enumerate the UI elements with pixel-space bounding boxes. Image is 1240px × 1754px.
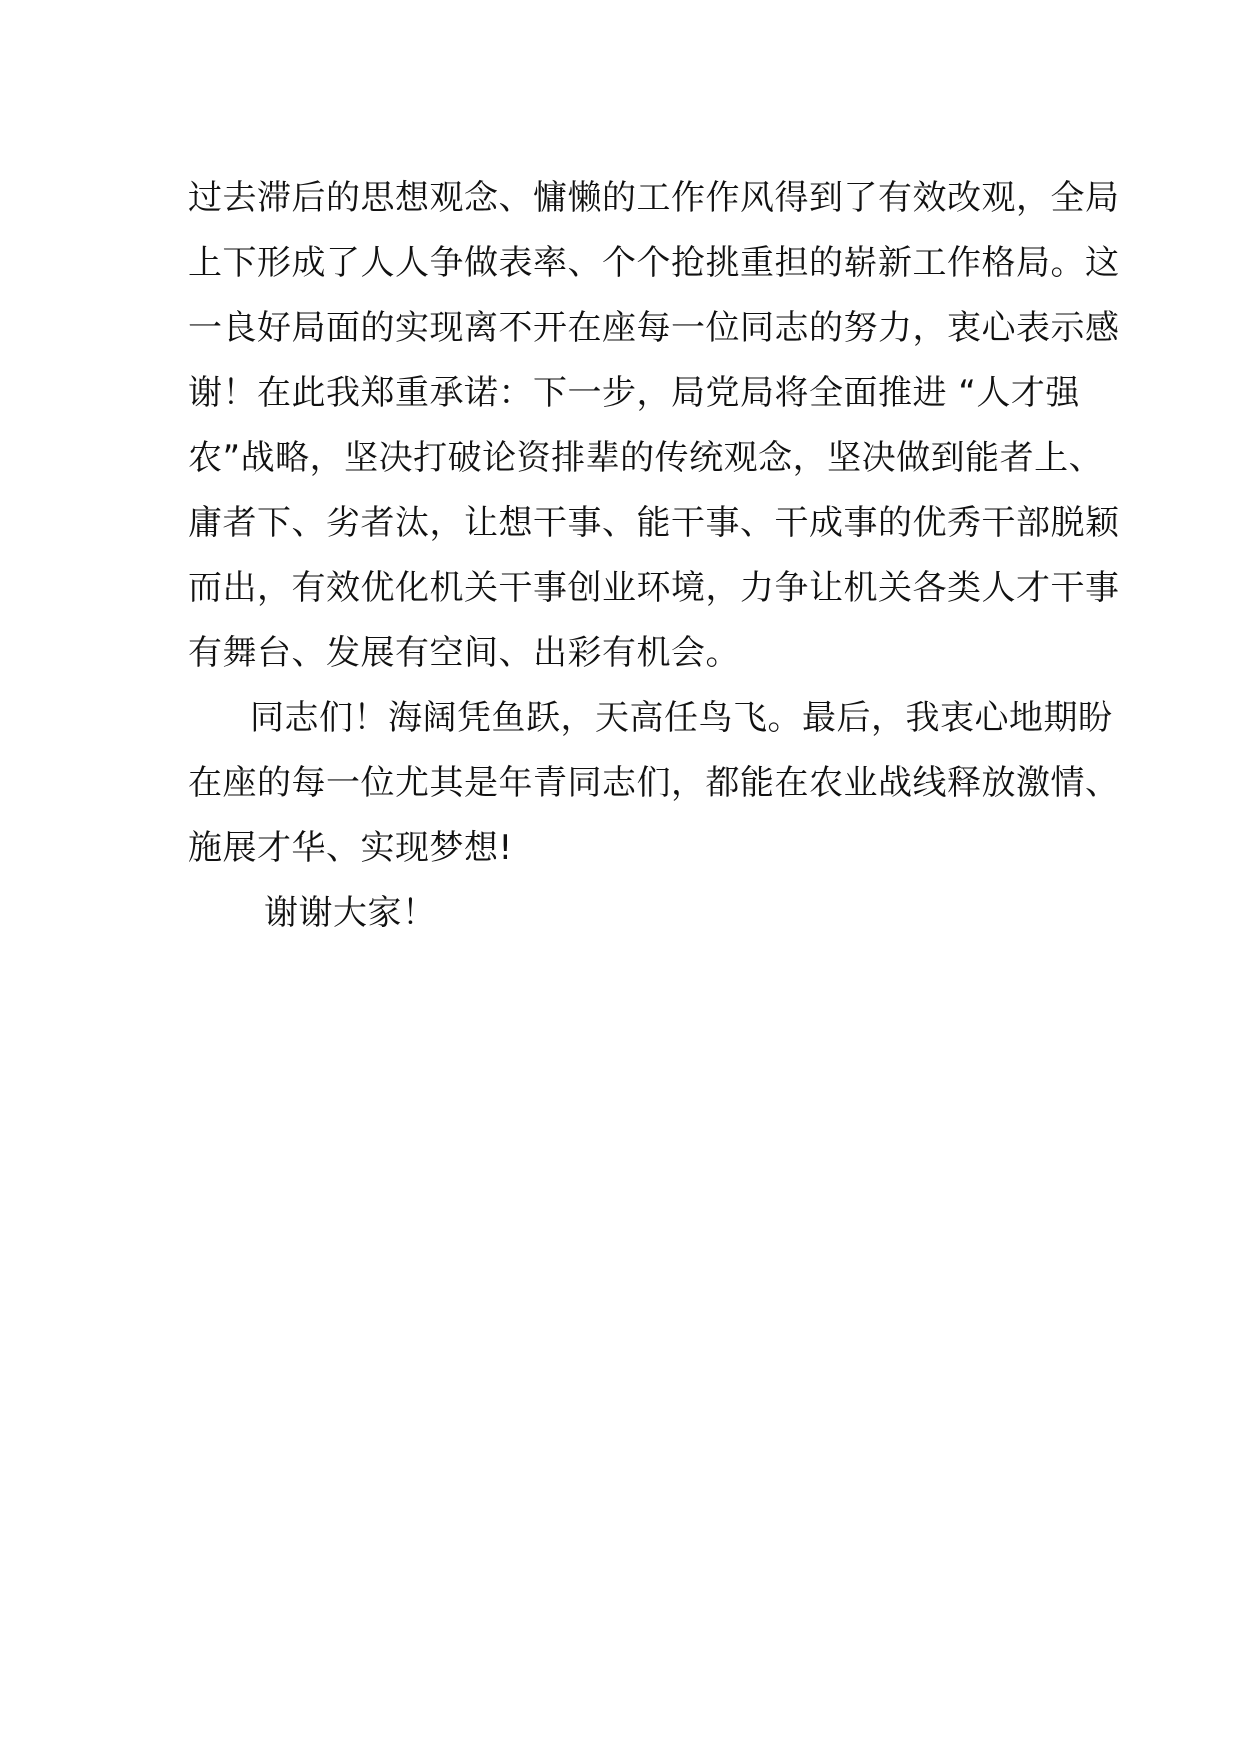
paragraph-line: 在座的每一位尤其是年青同志们，都能在农业战线释放激情、: [188, 763, 1120, 803]
paragraph-line: 施展才华、实现梦想!: [188, 828, 513, 868]
paragraph-line: 农”战略，坚决打破论资排辈的传统观念，坚决做到能者上、: [188, 438, 1104, 478]
paragraph-line: 而出，有效优化机关干事创业环境，力争让机关各类人才干事: [188, 568, 1120, 608]
paragraph-line: 同志们！海阔凭鱼跃，天高任鸟飞。最后，我衷心地期盼: [250, 698, 1113, 738]
paragraph-line: 过去滞后的思想观念、慵懒的工作作风得到了有效改观，全局: [188, 178, 1120, 218]
closing-line: 谢谢大家！: [264, 893, 437, 933]
paragraph-line: 上下形成了人人争做表率、个个抢挑重担的崭新工作格局。这: [188, 243, 1120, 283]
paragraph-line: 一良好局面的实现离不开在座每一位同志的努力，衷心表示感: [188, 308, 1120, 348]
paragraph-line: 有舞台、发展有空间、出彩有机会。: [188, 633, 740, 673]
paragraph-line: 谢！在此我郑重承诺：下一步，局党局将全面推进 “人才强: [188, 373, 1080, 413]
paragraph-line: 庸者下、劣者汰，让想干事、能干事、干成事的优秀干部脱颖: [188, 503, 1120, 543]
